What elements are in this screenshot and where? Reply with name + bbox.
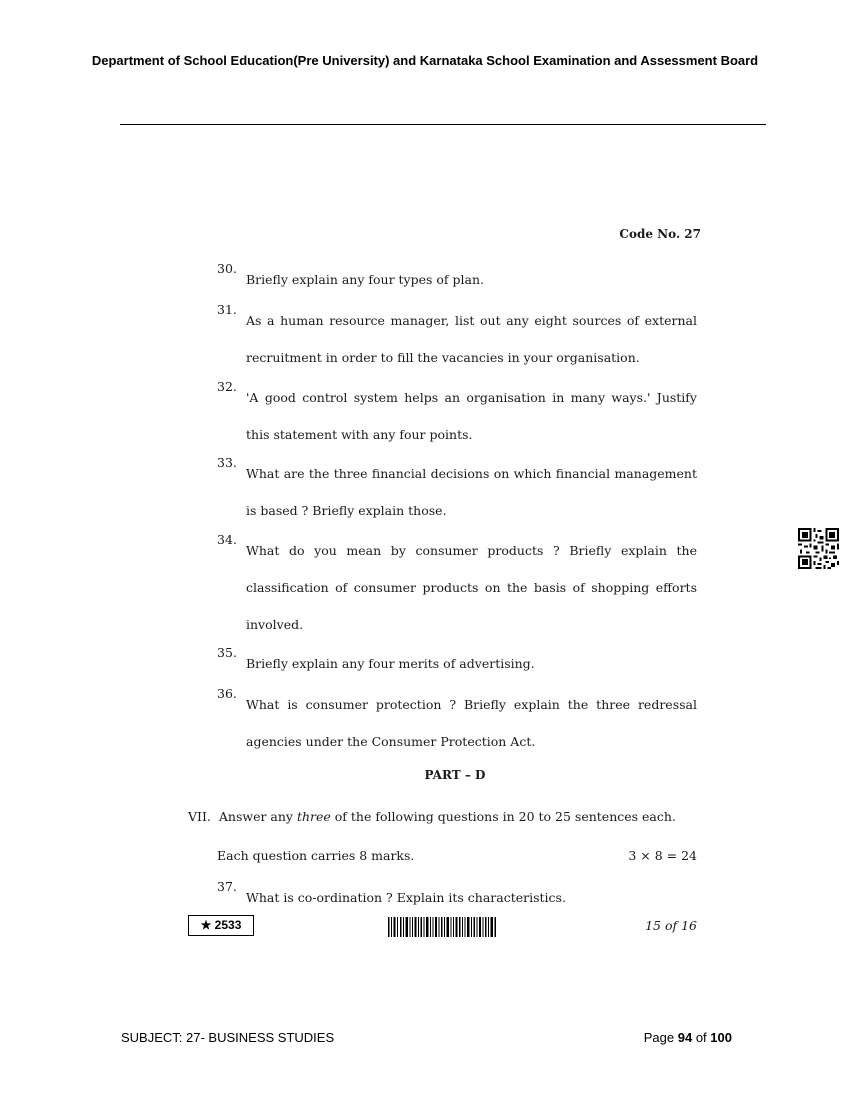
question-number: 32. [217, 379, 237, 394]
marks-value: 3 × 8 = 24 [628, 848, 697, 863]
question-32 [217, 379, 697, 453]
question-31 [217, 302, 697, 376]
footer-page-prefix: Page [643, 1030, 678, 1045]
question-text: What are the three financial decisions on which financial management is based ? Briefly explain those. [246, 466, 697, 518]
question-text: What do you mean by consumer products ? Briefly explain the classification of consumer products on the basis of shopping efforts involved. [246, 543, 697, 632]
instruction-emphasis: three [296, 809, 331, 824]
question-text: What is consumer protection ? Briefly explain the three redressal agencies under the Consumer Protection Act. [246, 697, 697, 749]
instruction-tail: of the following questions in 20 to 25 sentences each. [330, 809, 676, 824]
footer-page-number [560, 1030, 732, 1045]
section-instruction [188, 809, 676, 824]
question-text: What is co-ordination ? Explain its characteristics. [246, 890, 566, 905]
paper-code-box: ★ 2533 [188, 915, 254, 936]
footer-page-total: 100 [710, 1030, 732, 1045]
question-number: 33. [217, 455, 237, 470]
question-30 [217, 261, 697, 298]
question-text: As a human resource manager, list out any eight sources of external recruitment in order to fill the vacancies in your organisation. [246, 313, 697, 365]
question-35 [217, 645, 697, 682]
question-number: 37. [217, 879, 237, 894]
question-number: 34. [217, 532, 237, 547]
question-number: 31. [217, 302, 237, 317]
barcode [388, 917, 496, 937]
header-rule [120, 124, 766, 125]
code-number: Code No. 27 [619, 227, 701, 241]
question-text: 'A good control system helps an organisation in many ways.' Justify this statement with any four points. [246, 390, 697, 442]
part-d-heading: PART – D [424, 768, 486, 782]
section-number: VII. [188, 809, 211, 824]
footer-subject: SUBJECT: 27- BUSINESS STUDIES [121, 1030, 335, 1045]
instruction-lead: Answer any [218, 809, 297, 824]
question-34 [217, 532, 697, 643]
question-33 [217, 455, 697, 529]
marks-label: Each question carries 8 marks. [217, 848, 415, 863]
sheet-page-indicator: 15 of 16 [645, 918, 697, 933]
question-number: 35. [217, 645, 237, 660]
question-number: 30. [217, 261, 237, 276]
question-text: Briefly explain any four merits of advertising. [246, 656, 535, 671]
question-36 [217, 686, 697, 760]
question-number: 36. [217, 686, 237, 701]
question-text: Briefly explain any four types of plan. [246, 272, 485, 287]
qr-code [798, 528, 839, 569]
footer-page-current: 94 [677, 1030, 693, 1045]
footer-page-mid: of [692, 1030, 711, 1045]
question-37 [217, 879, 697, 916]
board-header: Department of School Education(Pre University) and Karnataka School Examination and Assessment Board [91, 53, 759, 68]
